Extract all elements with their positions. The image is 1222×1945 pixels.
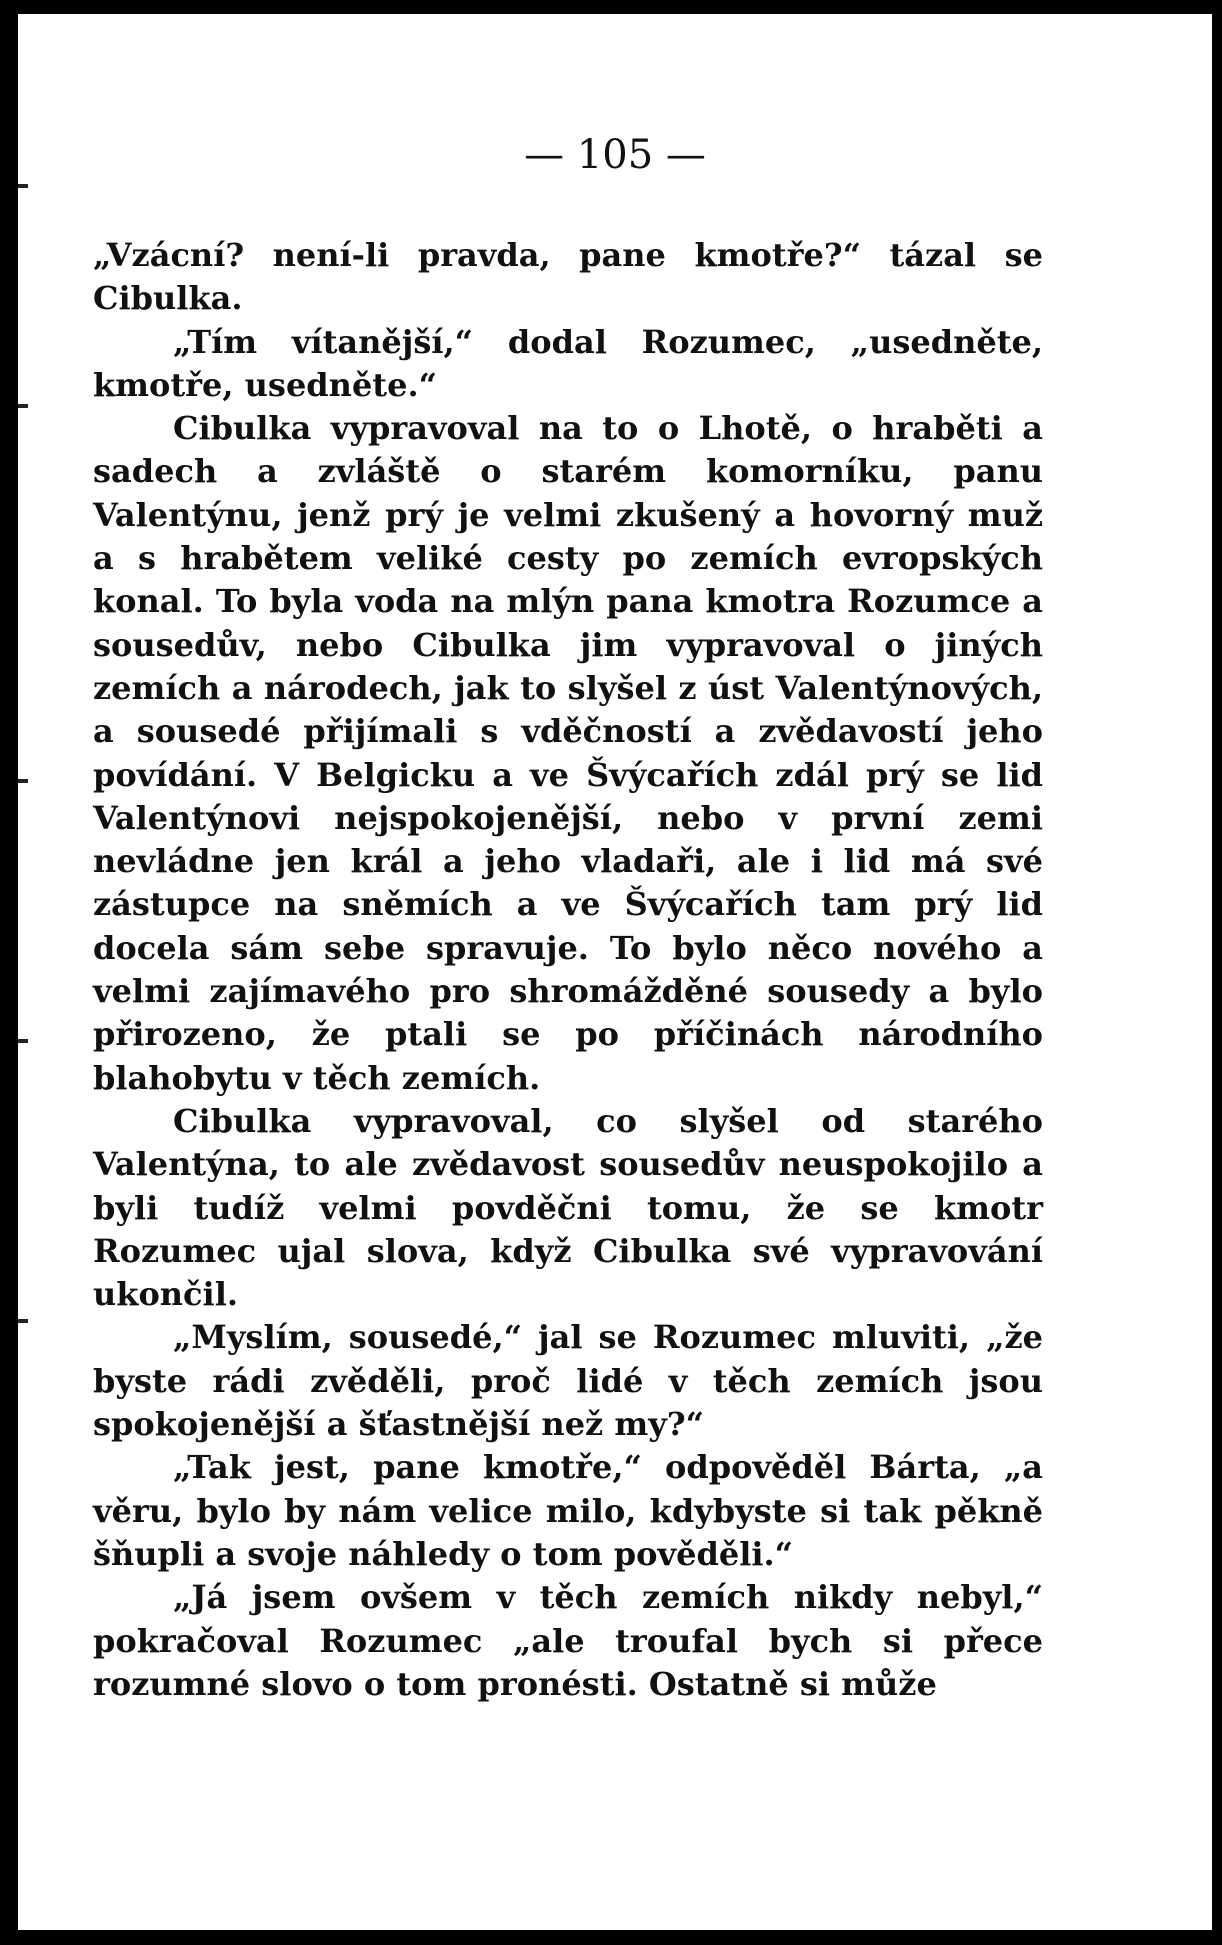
page-text — [93, 234, 1043, 1706]
paragraph: „Tak jest, pane kmotře,“ odpověděl Bárta, „a věru, bylo by nám velice milo, kdybyste si tak pěkně šňupli a svoje náhledy o tom pověděli.“ — [93, 1448, 1043, 1573]
book-page — [18, 14, 1212, 1930]
paragraph: „Myslím, sousedé,“ jal se Rozumec mluviti, „že byste rádi zvěděli, proč lidé v těch zemích jsou spokojenější a šťastnější než my?“ — [93, 1318, 1043, 1444]
page-edge-mark — [18, 184, 28, 188]
page-number: — 105 — — [524, 132, 706, 178]
paragraph: „Já jsem ovšem v těch zemích nikdy nebyl,“ pokračoval Rozumec „ale troufal bych si přece rozumné slovo o tom pronésti. Ostatně si může — [93, 1578, 1043, 1703]
paragraph: „Tím vítanější,“ dodal Rozumec, „usedněte, kmotře, usedněte.“ — [93, 322, 1043, 404]
page-edge-mark — [18, 779, 28, 783]
page-edge-mark — [18, 404, 28, 408]
page-edge-mark — [18, 1319, 28, 1323]
paragraph: „Vzácní? není-li pravda, pane kmotře?“ tázal se Cibulka. — [93, 236, 1043, 318]
page-edge-mark — [18, 1039, 28, 1043]
paragraph: Cibulka vypravoval na to o Lhotě, o hraběti a sadech a zvláště o starém komorníku, panu Valentýnu, jenž prý je velmi zkušený a hovorný muž a s hrabětem veliké cesty po zemích evropských konal. To byla voda na mlýn pana kmotra Rozumce a sousedův, nebo Cibulka jim vypravoval o jiných zemích a národech, jak to slyšel z úst Valentýnových, a sousedé přijímali s vděčností a zvědavostí jeho povídání. V Belgicku a ve Švýcařích zdál prý se lid Valentýnovi nejspokojenější, nebo v první zemi nevládne jen král a jeho vladaři, ale i lid má své zástupce na sněmích a ve Švýcařích tam prý lid docela sám sebe spravuje. To bylo něco nového a velmi zajímavého pro shromážděné sousedy a bylo přirozeno, že ptali se po příčinách národního blahobytu v těch zemích. — [93, 409, 1043, 1097]
paragraph: Cibulka vypravoval, co slyšel od starého Valentýna, to ale zvědavost sousedův neuspokojilo a byli tudíž velmi povděčni tomu, že se kmotr Rozumec ujal slova, když Cibulka své vypravování ukončil. — [93, 1101, 1043, 1314]
